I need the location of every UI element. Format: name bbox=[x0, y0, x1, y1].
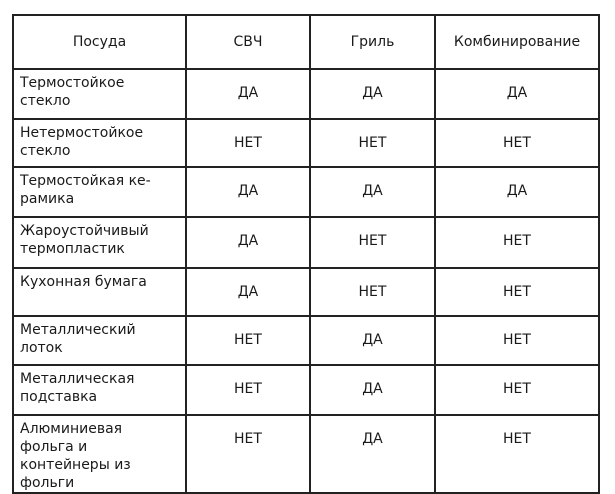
table-header-row bbox=[13, 15, 599, 69]
grill-value: ДА bbox=[310, 316, 435, 365]
cookware-name: Алюминиевая фольга и контейнеры из фольги bbox=[13, 415, 186, 493]
cookware-name: Металлическая подставка bbox=[13, 365, 186, 415]
cookware-name: Металлический лоток bbox=[13, 316, 186, 365]
grill-value: НЕТ bbox=[310, 217, 435, 268]
combination-value: НЕТ bbox=[435, 316, 599, 365]
combination-value: НЕТ bbox=[435, 217, 599, 268]
header-microwave: СВЧ bbox=[186, 15, 310, 69]
table-row bbox=[13, 316, 599, 365]
microwave-value: ДА bbox=[186, 167, 310, 217]
grill-value: НЕТ bbox=[310, 268, 435, 316]
table-row bbox=[13, 167, 599, 217]
combination-value: НЕТ bbox=[435, 268, 599, 316]
table-row bbox=[13, 69, 599, 119]
header-combination: Комбинирование bbox=[435, 15, 599, 69]
cookware-name: Кухонная бумага bbox=[13, 268, 186, 316]
grill-value: НЕТ bbox=[310, 119, 435, 167]
header-grill: Гриль bbox=[310, 15, 435, 69]
cookware-compatibility-table bbox=[12, 14, 600, 494]
table-row bbox=[13, 268, 599, 316]
microwave-value: НЕТ bbox=[186, 119, 310, 167]
cookware-name: Нетермостойкое стекло bbox=[13, 119, 186, 167]
microwave-value: ДА bbox=[186, 217, 310, 268]
grill-value: ДА bbox=[310, 69, 435, 119]
table-row bbox=[13, 365, 599, 415]
combination-value: НЕТ bbox=[435, 119, 599, 167]
table-row bbox=[13, 415, 599, 493]
microwave-value: НЕТ bbox=[186, 365, 310, 415]
microwave-value: ДА bbox=[186, 69, 310, 119]
combination-value: ДА bbox=[435, 167, 599, 217]
grill-value: ДА bbox=[310, 415, 435, 493]
combination-value: НЕТ bbox=[435, 415, 599, 493]
grill-value: ДА bbox=[310, 365, 435, 415]
microwave-value: ДА bbox=[186, 268, 310, 316]
microwave-value: НЕТ bbox=[186, 316, 310, 365]
combination-value: НЕТ bbox=[435, 365, 599, 415]
cookware-name: Термостойкая ке-рамика bbox=[13, 167, 186, 217]
table-row bbox=[13, 217, 599, 268]
microwave-value: НЕТ bbox=[186, 415, 310, 493]
cookware-name: Жароустойчивый термопластик bbox=[13, 217, 186, 268]
header-cookware: Посуда bbox=[13, 15, 186, 69]
cookware-name: Термостойкое стекло bbox=[13, 69, 186, 119]
combination-value: ДА bbox=[435, 69, 599, 119]
table-row bbox=[13, 119, 599, 167]
grill-value: ДА bbox=[310, 167, 435, 217]
